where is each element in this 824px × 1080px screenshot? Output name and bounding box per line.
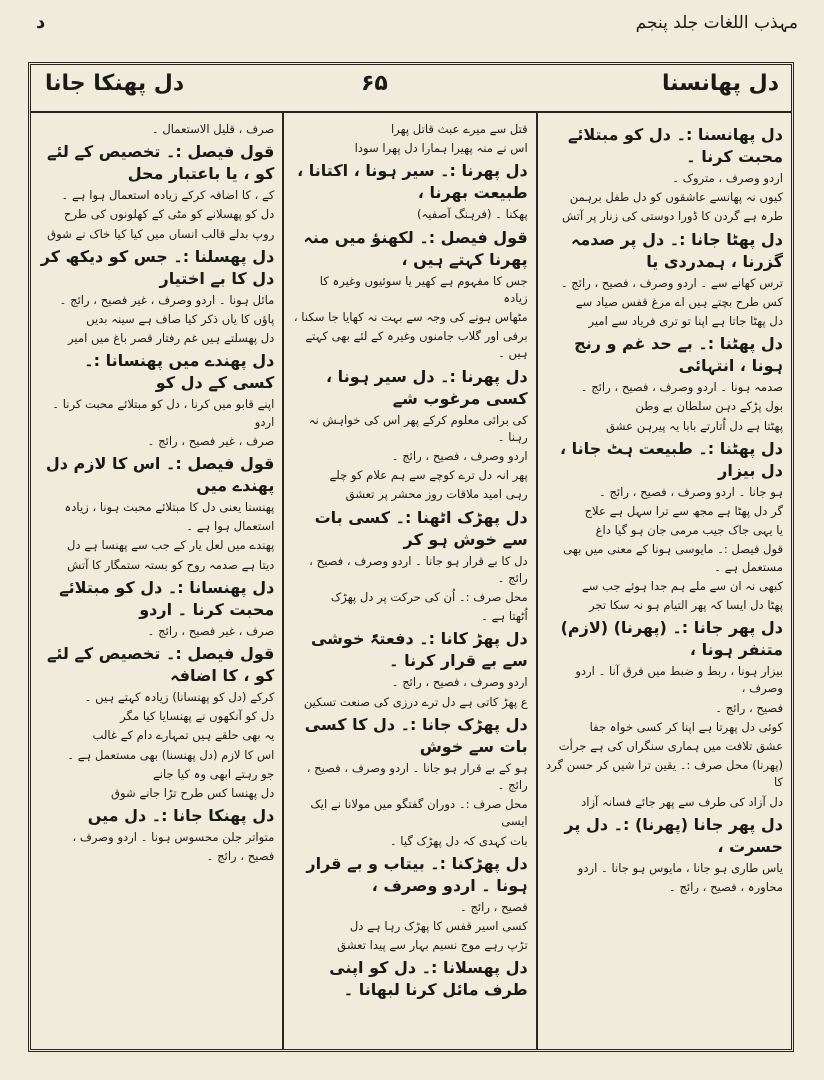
entry-line: دیتا ہے صدمہ روح کو بستہ ستمگار کا آتش [67, 557, 275, 572]
entry-headword: دل پھانسنا :۔ دل کو مبتلائے محبت کرنا ۔ [567, 125, 783, 166]
entry-line: اس نے منہ پھیرا ہمارا دل پھرا سودا [354, 141, 528, 156]
entry-line: دل کو پھسلانے کو مٹی کے کھلونوں کی طرح [64, 207, 275, 222]
entry-line: کبھی نہ ان سے ملے ہم جدا ہوئے جب سے [581, 578, 783, 593]
column-right [538, 113, 791, 1049]
columns [31, 113, 791, 1049]
entry-line: مائل ہونا ۔ اردو وصرف ، غیر فصیح ، رائج ۔ [59, 292, 275, 307]
entry-line: فصیح ، رائج ۔ [715, 700, 783, 715]
entry-line: کی برائی معلوم کرکے پھر اس کی خواہش نہ رہنا ۔ [308, 412, 528, 444]
entry-line: طرہ ہے گردن کا ڈورا دوستی کی زنار پر آتش [561, 209, 783, 224]
entry-line: استعمال ہوا ہے ۔ [186, 519, 275, 534]
entry-line: برفی اور گلاب جامنوں وغیرہ کے لئے بھی کہتے ہیں ۔ [305, 329, 528, 361]
entry-headword: دل پھندے میں پھنسانا :۔ کسی کے دل کو [84, 351, 275, 393]
entry-line: فصیح ، رائج ۔ [459, 899, 528, 914]
entry-line: صرف ، غیر فصیح ، رائج ۔ [147, 433, 275, 448]
page-frame [28, 62, 794, 1052]
entry-line: دل پھنسا کس طرح تڑا جانے شوق [111, 786, 275, 801]
entry-line: پھٹا دل ایسا کہ پھر التیام ہو نہ سکا تجر [589, 598, 783, 613]
entry-line: قول فیصل :۔ مایوسی ہونا کے معنی میں بھی مستعمل ہے ۔ [563, 542, 783, 574]
header-headword-last: دل پھنکا جانا [45, 71, 185, 96]
entry-line: جس کا مفہوم ہے کھیر یا سوئیوں وغیرہ کا زیادہ [319, 273, 528, 305]
entry-headword: دل پھڑکنا :۔ بیتاب و بے قرار ہونا ۔ اردو وصرف ، [306, 853, 528, 895]
entry-line: محاورہ ، فصیح ، رائج ۔ [668, 880, 783, 895]
entry-line: یہ بھی حلقے ہیں تمہارے دام کے غالب [92, 728, 275, 743]
entry-line: ہو جانا ۔ اردو وصرف ، فصیح ، رائج ۔ [598, 484, 783, 499]
entry-line: مٹھاس ہونے کی وجہ سے بہت نہ کھایا جا سکنا ، [293, 310, 528, 325]
page-letter: د [36, 12, 46, 33]
entry-headword: قول فیصل :۔ اس کا لازم دل پھندے میں [45, 454, 275, 496]
entry-headword: دل پھٹنا :۔ طبیعت ہٹ جانا ، دل بیزار [560, 438, 783, 480]
entry-headword: دل پھر جانا (پھرنا) :۔ دل پر حسرت ، [564, 814, 783, 856]
entry-line: پھکنا ۔ (فرہنگ آصفیہ) [416, 207, 528, 222]
entry-line: کوئی دل پھرتا ہے اپنا کر کسی خواہ جفا [589, 719, 783, 734]
entry-headword: دل پھر جانا :۔ (پھرنا) (لازم) متنفر ہونا ، [560, 618, 783, 660]
entry-line: دل پھسلتے ہیں غم رفتار قصر باغ میں امیر [68, 331, 275, 346]
entry-headword: دل پھرنا :۔ سیر ہونا ، اکتانا ، طبیعت بھرنا ، [297, 161, 528, 203]
entry-line: دل کا بے قرار ہو جانا ۔ اردو وصرف ، فصیح ، رائج ۔ [309, 553, 528, 585]
entry-line: اردو وصرف ، فصیح ، رائج ۔ [391, 675, 528, 690]
entry-headword: دل پھرنا :۔ دل سیر ہونا ، کسی مرغوب شے [326, 366, 528, 408]
entry-line: پاؤں کا یاں ذکر کیا صاف ہے سینہ بدیں [86, 312, 275, 327]
entry-line: بات کہدی کہ دل پھڑک گیا ۔ [389, 833, 528, 848]
entry-headword: دل پھٹنا :۔ بے حد غم و رنج ہونا ، انتہائی [574, 334, 783, 376]
entry-headword: قول فیصل :۔ تخصیص کے لئے کو ، یا باعتبار محل [47, 142, 275, 184]
entry-line: پھر انہ دل ترے کوچے سے ہم علام کو چلے [329, 468, 528, 483]
entry-headword: دل پھنسانا :۔ دل کو مبتلائے محبت کرنا ۔ اردو [59, 577, 275, 619]
entry-line: (پھرنا) محل صرف :۔ یقین ترا شیں کر حسن گرد کا [545, 758, 783, 790]
entry-line: محل صرف :۔ دوران گفتگو میں مولانا نے ایک ایسی [310, 797, 528, 829]
entry-headword: دل پھسلانا :۔ دل کو اپنی طرف مائل کرنا لبھانا ۔ [329, 958, 528, 1000]
entry-line: تڑپ رہے موج نسیم بہار سے پیدا تعشق [337, 938, 528, 953]
entry-line: اُٹھتا ہے ۔ [481, 609, 528, 624]
entry-line: پھنسنا یعنی دل کا مبتلائے محبت ہونا ، زیادہ [64, 500, 275, 515]
entry-line: کسی اسیر قفس کا پھڑک رہا ہے دل [349, 919, 528, 934]
entry-line: فصیح ، رائج ۔ [206, 849, 275, 864]
running-title: مہذب اللغات جلد پنجم [635, 13, 798, 33]
entry-line: دل آزاد کی طرف سے پھر جائے فسانہ آزاد [581, 794, 783, 809]
entry-line: یا یہی جاک جیب مرمی جان ہو گیا داغ [595, 523, 783, 538]
entry-line: متواتر جلن محسوس ہونا ۔ اردو وصرف ، [72, 830, 275, 845]
entry-line: صرف ، غیر فصیح ، رائج ۔ [147, 623, 275, 638]
entry-line: ع پھڑ کاتی ہے دل ترے درزی کی صنعت تسکین [303, 694, 528, 709]
entry-line: ہو کے بے قرار ہو جانا ۔ اردو وصرف ، فصیح ، رائج ۔ [306, 760, 528, 793]
column-left [31, 113, 284, 1049]
entry-headword: دل پھنکا جانا :۔ دل میں [87, 806, 275, 826]
entry-headword: دل پھڑ کانا :۔ دفعتہً خوشی سے بے قرار کرنا ۔ [310, 629, 528, 671]
entry-line: اپنے قابو میں کرنا ، دل کو مبتلائے محبت کرنا ۔ اردو [52, 397, 275, 429]
entry-line: اردو وصرف ، متروک ۔ [672, 171, 783, 185]
entry-line: صرف ، قلیل الاستعمال ۔ [151, 122, 275, 136]
entry-headword: دل پھٹا جانا :۔ دل پر صدمہ گزرنا ، ہمدردی یا [571, 229, 783, 271]
entry-line: دل پھٹا جاتا ہے اپنا تو تری فریاد سے امیر [588, 314, 783, 329]
entry-line: اردو وصرف ، فصیح ، رائج ۔ [391, 449, 528, 464]
entry-headword: دل پھڑک جانا :۔ دل کا کسی بات سے خوش [304, 714, 528, 756]
entry-line: بیزار ہونا ، ربط و ضبط میں فرق آنا ۔ اردو وصرف ، [575, 664, 783, 696]
entry-line: قتل سے میرے عبث قاتل پھرا [390, 122, 528, 136]
entry-headword: قول فیصل :۔ تخصیص کے لئے کو ، کا اضافہ [47, 644, 275, 686]
entry-headword: دل پھسلنا :۔ جس کو دیکھ کر دل کا بے اختیار [40, 246, 275, 288]
entry-line: پھندے میں لعل یار کے جب سے پھنسا ہے دل [66, 538, 275, 553]
entry-line: دل کو آنکھوں نے پھنسایا کیا مگر [120, 709, 275, 724]
entry-line: جو رہتے ابھی وہ کیا جانے [152, 766, 275, 781]
entry-line: محل صرف :۔ اُن کی حرکت پر دل پھڑک [330, 590, 528, 605]
entry-line: کیوں نہ پھانسے عاشقوں کو دل طفل برہمن [569, 190, 783, 205]
entry-line: کے ، کا اضافہ کرکے زیادہ استعمال ہوا ہے ۔ [61, 188, 275, 203]
entry-line: صدمہ ہونا ۔ اردو وصرف ، فصیح ، رائج ۔ [580, 380, 783, 395]
entry-line: ترس کھانے سے ۔ اردو وصرف ، فصیح ، رائج ۔ [560, 275, 783, 290]
header-headword-first: دل پھانسنا [662, 71, 779, 96]
column-middle [284, 113, 537, 1049]
entry-line: رہی امید ملاقات روز محشر پر تعشق [345, 487, 528, 502]
entry-line: کرکے (دل کو پھنسانا) زیادہ کہتے ہیں ۔ [84, 690, 275, 705]
entry-line: پھٹتا ہے دل اُتارتے بابا یہ پیرہن عشق [606, 418, 783, 433]
entry-line: بول پڑکے دہن سلطان بے وطن [635, 399, 783, 414]
entry-line: یاس طاری ہو جانا ، مایوس ہو جانا ۔ اردو [577, 860, 783, 875]
entry-line: گر دل پھٹا ہے مجھ سے ترا سہل ہے علاج [584, 504, 783, 519]
entry-line: روپ بدلے قالب انساں میں کیا کیا خاک نے شوق [47, 226, 275, 241]
entry-line: عشق تلافت میں ہماری سنگراں کی ہے جرأت [558, 739, 783, 754]
entry-line: اس کا لازم (دل پھنسنا) بھی مستعمل ہے ۔ [67, 747, 275, 762]
entry-line: کس طرح بچتے ہیں اے مرغ قفس صیاد سے [575, 294, 783, 309]
header-band [31, 65, 791, 113]
page-number: ۶۵ [361, 71, 388, 96]
entry-headword: قول فیصل :۔ لکھنؤ میں منہ پھرنا کہتے ہیں ، [303, 227, 528, 269]
entry-headword: دل پھڑک اٹھنا :۔ کسی بات سے خوش ہو کر [314, 507, 528, 549]
